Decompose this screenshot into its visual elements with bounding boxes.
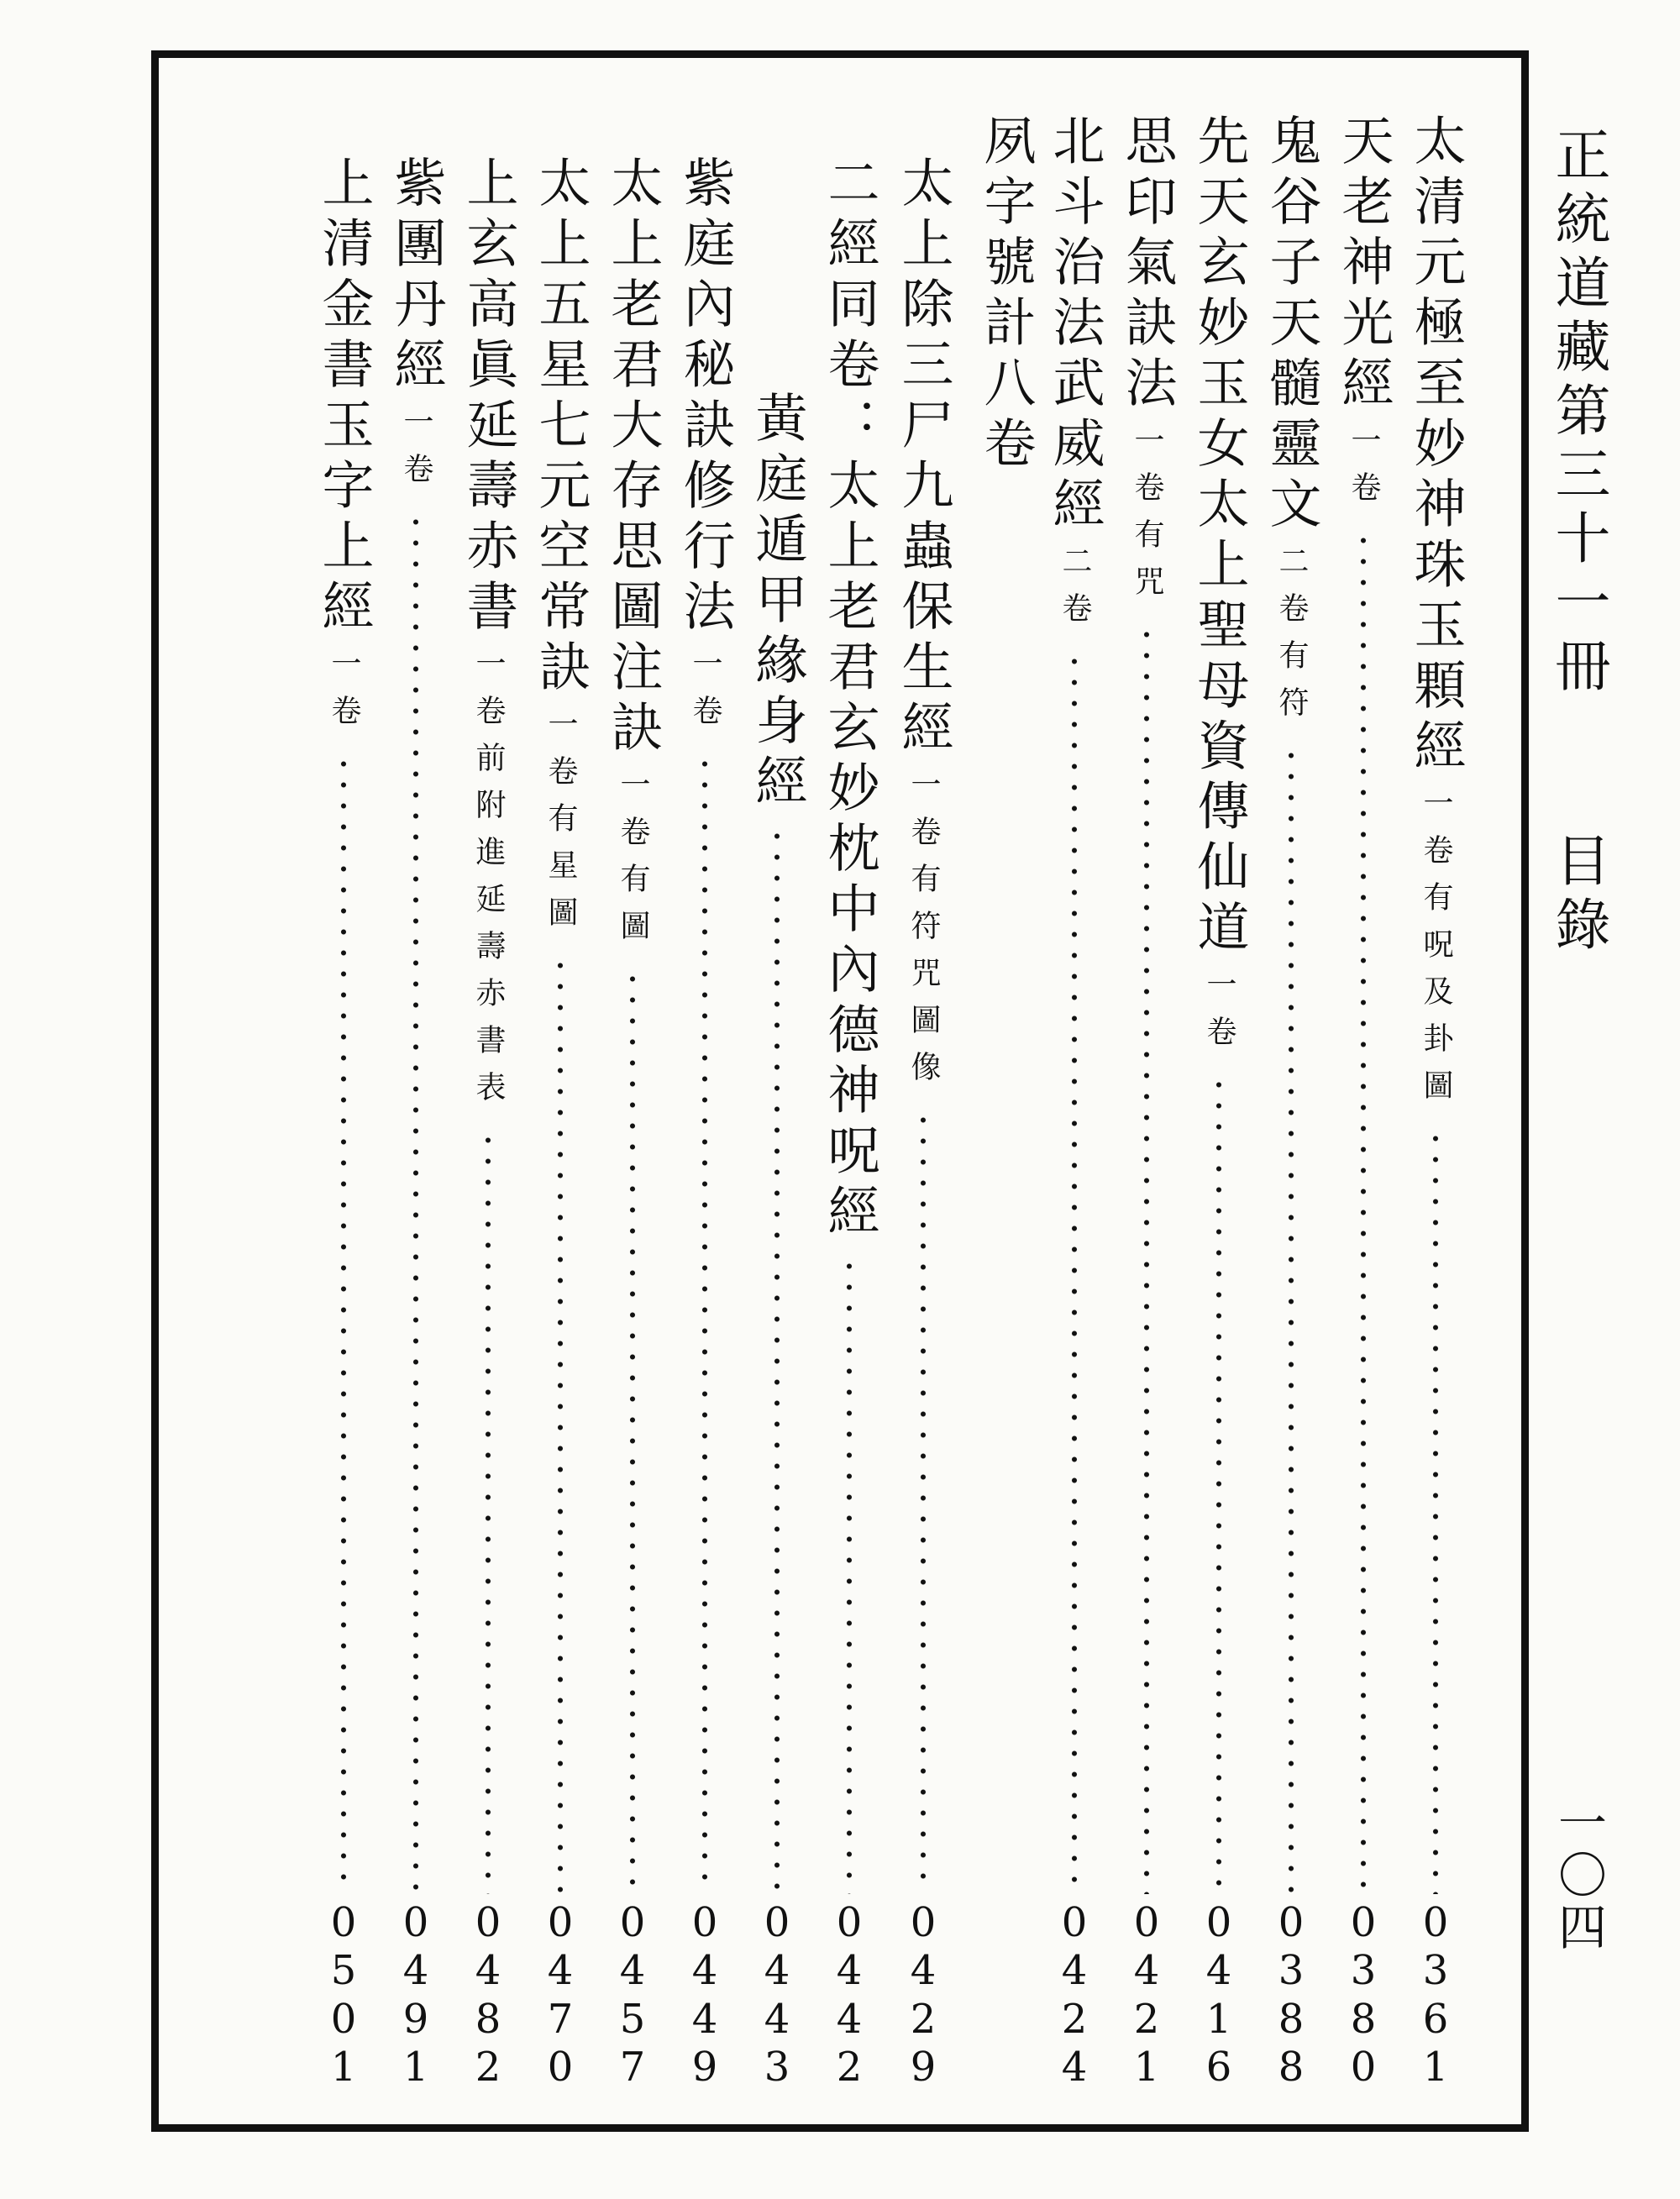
toc-entry[interactable] <box>455 155 521 2091</box>
entry-note: 一卷有呪及卦圖 <box>1419 787 1453 1116</box>
toc-entry[interactable] <box>1331 113 1396 2091</box>
toc-entry[interactable] <box>744 391 810 2091</box>
entry-page: 0 4 4 3 <box>764 1899 790 2091</box>
entry-page: 0 3 6 1 <box>1422 1899 1449 2091</box>
leader-dots <box>1143 624 1150 1894</box>
entry-page: 0 3 8 8 <box>1278 1899 1305 2091</box>
toc-entry[interactable] <box>672 155 738 2091</box>
entry-note: 一卷有星圖 <box>543 708 578 943</box>
entry-page: 0 4 2 1 <box>1133 1899 1160 2091</box>
entry-page: 0 4 5 7 <box>619 1899 646 2091</box>
entry-title: 紫庭內秘訣修行法 <box>675 155 736 639</box>
entry-title: 先天玄妙玉女太上聖母資傳仙道 <box>1189 113 1250 960</box>
entry-note: 一卷有圖 <box>616 769 650 957</box>
entry-note: 一卷有咒 <box>1130 424 1164 612</box>
toc-entry[interactable] <box>1258 113 1324 2091</box>
entry-page: 0 4 9 1 <box>402 1899 429 2091</box>
toc-entry[interactable] <box>890 155 956 2091</box>
entry-title: 北斗治法武威經 <box>1044 113 1105 537</box>
entry-page: 0 5 0 1 <box>330 1899 357 2091</box>
entry-note: 二卷有符 <box>1274 545 1309 733</box>
entry-title: 太上五星七元空常訣 <box>530 155 591 700</box>
toc-entry[interactable] <box>816 155 882 2091</box>
entry-title: 上清金書玉字上經 <box>313 155 375 639</box>
toc-entry[interactable] <box>1114 113 1179 2091</box>
entry-note: 二卷 <box>1058 545 1092 639</box>
leader-dots <box>701 753 708 1894</box>
entry-page: 0 4 1 6 <box>1205 1899 1232 2091</box>
entry-note: 一卷 <box>1347 424 1381 518</box>
entry-note: 一卷有符咒圖像 <box>906 769 941 1098</box>
entry-note: 一卷 <box>327 648 361 742</box>
toc-entry[interactable] <box>311 155 376 2091</box>
entry-page: 0 3 8 0 <box>1350 1899 1377 2091</box>
section-label: 目錄 <box>1546 832 1610 959</box>
toc-entry[interactable] <box>528 155 593 2091</box>
leader-dots <box>1360 530 1367 1894</box>
toc-entry[interactable] <box>1403 113 1468 2091</box>
entry-page: 0 4 2 9 <box>910 1899 937 2091</box>
toc-entry[interactable] <box>1186 113 1252 2091</box>
leader-dots <box>1288 745 1294 1894</box>
entry-page: 0 4 7 0 <box>547 1899 574 2091</box>
leader-dots <box>774 826 780 1894</box>
toc-entry[interactable] <box>1042 113 1107 2091</box>
toc-entry[interactable] <box>383 155 449 2091</box>
leader-dots <box>920 1110 927 1894</box>
entry-page: 0 4 4 9 <box>691 1899 718 2091</box>
entry-title: 黃庭遁甲緣身經 <box>747 391 808 814</box>
leader-dots <box>412 512 419 1894</box>
entry-title: 太清元極至妙神珠玉顆經 <box>1405 113 1467 779</box>
leader-dots <box>1071 651 1078 1894</box>
entry-title: 思印氣訣法 <box>1116 113 1178 416</box>
leader-dots <box>846 1256 853 1894</box>
volume-title: 正統道藏第三十一冊 <box>1546 126 1610 701</box>
entry-title: 鬼谷子天髓靈文 <box>1261 113 1322 537</box>
entry-title: 太上老君大存思圖注訣 <box>602 155 664 760</box>
entry-title: 上玄高眞延壽赤書 <box>458 155 519 639</box>
leader-dots <box>1432 1128 1439 1894</box>
group-heading: 夙字號計八卷 <box>975 113 1037 476</box>
entry-note: 一卷 <box>688 648 722 742</box>
leader-dots <box>629 968 636 1894</box>
entry-note: 一卷 <box>1202 968 1236 1063</box>
entry-page: 0 4 8 2 <box>475 1899 501 2091</box>
leader-dots <box>557 955 564 1894</box>
entry-title: 太上除三尸九蟲保生經 <box>893 155 954 760</box>
entry-title: 二經同卷：太上老君玄妙枕中內德神呪經 <box>819 155 880 1244</box>
entry-page: 0 4 4 2 <box>836 1899 863 2091</box>
leader-dots <box>1215 1074 1222 1894</box>
entry-title: 紫團丹經 <box>386 155 447 397</box>
entry-title: 天老神光經 <box>1333 113 1394 416</box>
leader-dots <box>485 1130 491 1894</box>
toc-entry[interactable] <box>600 155 665 2091</box>
entry-note: 一卷前附進延壽赤書表 <box>471 648 506 1118</box>
entry-note: 一卷 <box>399 406 433 500</box>
leader-dots <box>340 753 347 1894</box>
page-number: 一〇四 <box>1550 1798 1607 1954</box>
entry-page: 0 4 2 4 <box>1061 1899 1088 2091</box>
